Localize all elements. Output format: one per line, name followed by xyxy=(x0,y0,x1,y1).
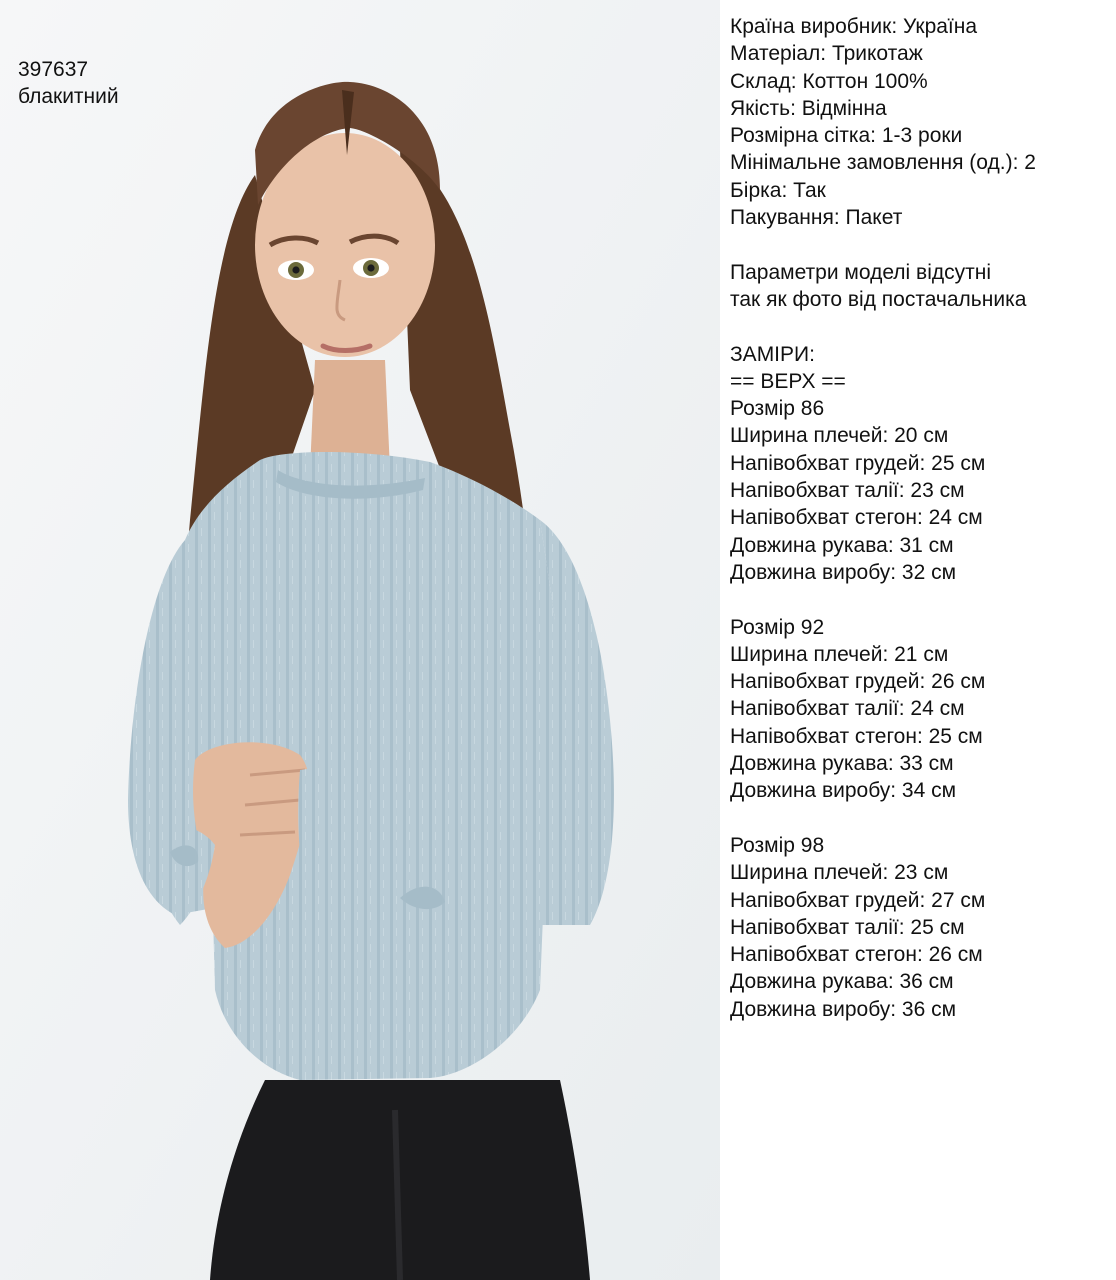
size-sleeve: Довжина рукава: 31 см xyxy=(730,533,954,557)
spec-material: Матеріал: Трикотаж xyxy=(730,42,923,66)
measurements-title: ЗАМІРИ: xyxy=(730,342,815,366)
spec-min-order: Мінімальне замовлення (од.): 2 xyxy=(730,151,1036,175)
model-note-line: так як фото від постачальника xyxy=(730,287,1027,311)
spacer xyxy=(730,313,1110,340)
sku-number: 397637 xyxy=(18,58,89,81)
size-hips: Напівобхват стегон: 24 см xyxy=(730,506,983,530)
size-chest: Напівобхват грудей: 27 см xyxy=(730,888,986,912)
size-shoulders: Ширина плечей: 23 см xyxy=(730,861,949,885)
size-length: Довжина виробу: 32 см xyxy=(730,560,957,584)
size-waist: Напівобхват талії: 23 см xyxy=(730,479,965,503)
spec-panel xyxy=(730,13,1110,1023)
size-block xyxy=(730,395,1110,586)
spec-size-range: Розмірна сітка: 1-3 роки xyxy=(730,124,963,148)
size-waist: Напівобхват талії: 24 см xyxy=(730,697,965,721)
sku-label xyxy=(18,56,119,110)
size-block xyxy=(730,832,1110,1023)
spec-quality: Якість: Відмінна xyxy=(730,96,887,120)
spec-packaging: Пакування: Пакет xyxy=(730,206,903,230)
size-hips: Напівобхват стегон: 25 см xyxy=(730,724,983,748)
size-waist: Напівобхват талії: 25 см xyxy=(730,915,965,939)
size-length: Довжина виробу: 36 см xyxy=(730,997,957,1021)
size-label: Розмір 92 xyxy=(730,615,825,639)
size-chest: Напівобхват грудей: 25 см xyxy=(730,451,986,475)
size-block xyxy=(730,614,1110,805)
size-length: Довжина виробу: 34 см xyxy=(730,779,957,803)
measurements-section: == ВЕРХ == xyxy=(730,369,846,393)
model-note-line: Параметри моделі відсутні xyxy=(730,260,992,284)
size-shoulders: Ширина плечей: 21 см xyxy=(730,642,949,666)
size-sleeve: Довжина рукава: 36 см xyxy=(730,970,954,994)
color-name: блакитний xyxy=(18,85,119,108)
spec-country: Країна виробник: Україна xyxy=(730,15,978,38)
size-hips: Напівобхват стегон: 26 см xyxy=(730,943,983,967)
size-shoulders: Ширина плечей: 20 см xyxy=(730,424,949,448)
spacer xyxy=(730,586,1110,613)
size-label: Розмір 98 xyxy=(730,833,825,857)
spacer xyxy=(730,805,1110,832)
spec-tag: Бірка: Так xyxy=(730,178,826,202)
size-sleeve: Довжина рукава: 33 см xyxy=(730,752,954,776)
spec-composition: Склад: Коттон 100% xyxy=(730,69,928,93)
size-label: Розмір 86 xyxy=(730,397,825,421)
spacer xyxy=(730,231,1110,258)
size-chest: Напівобхват грудей: 26 см xyxy=(730,670,986,694)
